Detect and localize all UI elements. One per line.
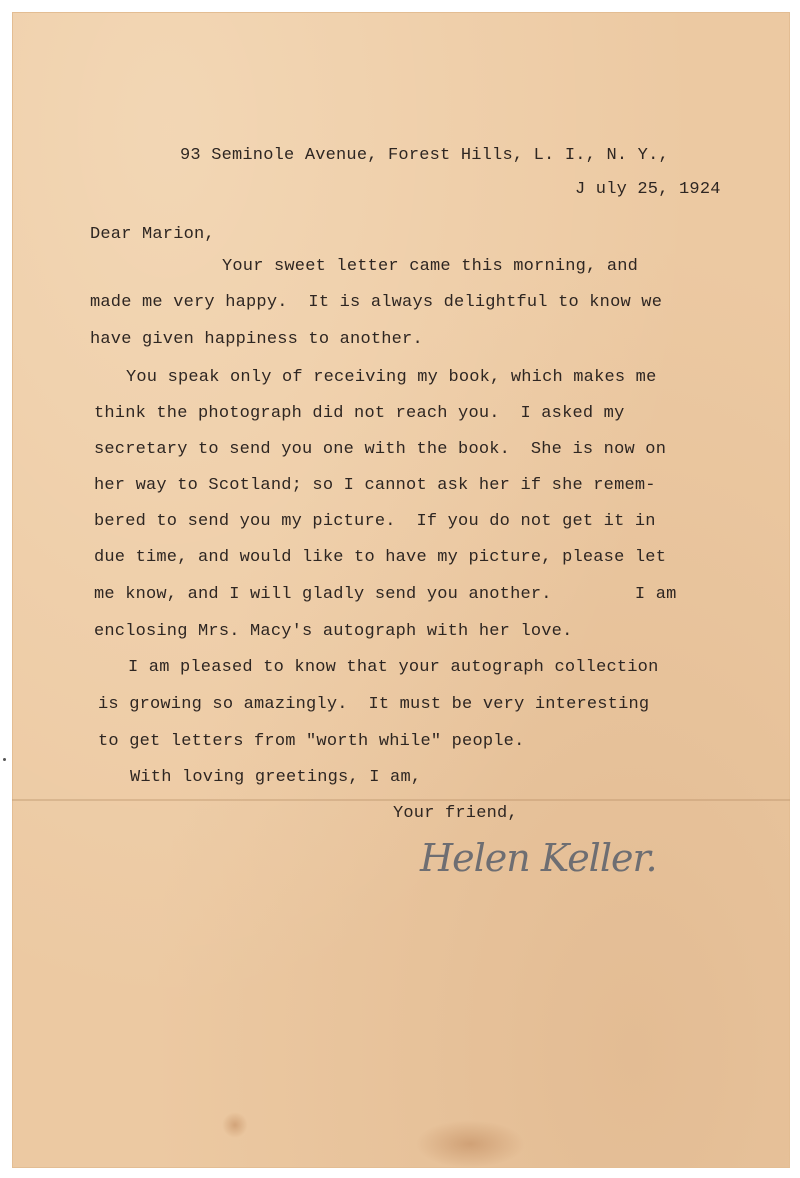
- handwritten-signature: Helen Keller.: [420, 836, 657, 880]
- letter-date: J uly 25, 1924: [575, 180, 721, 199]
- body-line: think the photograph did not reach you. I asked my: [94, 404, 625, 423]
- body-line: have given happiness to another.: [90, 330, 423, 349]
- paper-fold-crease: [12, 799, 790, 801]
- margin-mark: [3, 758, 6, 761]
- body-line: bered to send you my picture. If you do not get it in: [94, 512, 656, 531]
- body-line: to get letters from "worth while" people.: [98, 732, 525, 751]
- closing: Your friend,: [393, 804, 518, 823]
- body-line: me know, and I will gladly send you another. I am: [94, 585, 677, 604]
- body-line: Your sweet letter came this morning, and: [222, 257, 639, 276]
- salutation: Dear Marion,: [90, 225, 215, 244]
- body-line: secretary to send you one with the book. She is now on: [94, 440, 667, 459]
- body-line: I am pleased to know that your autograph collection: [128, 658, 659, 677]
- body-line: enclosing Mrs. Macy's autograph with her love.: [94, 622, 573, 641]
- body-line: You speak only of receiving my book, which makes me: [126, 368, 657, 387]
- body-line: due time, and would like to have my picture, please let: [94, 548, 667, 567]
- body-line: With loving greetings, I am,: [130, 768, 422, 787]
- body-line: made me very happy. It is always delightful to know we: [90, 293, 663, 312]
- body-line: her way to Scotland; so I cannot ask her if she remem-: [94, 476, 656, 495]
- paper-stain-small: [222, 1112, 248, 1138]
- paper-stain: [415, 1120, 525, 1168]
- body-line: is growing so amazingly. It must be very interesting: [98, 695, 650, 714]
- sender-address: 93 Seminole Avenue, Forest Hills, L. I., N. Y.,: [180, 146, 669, 165]
